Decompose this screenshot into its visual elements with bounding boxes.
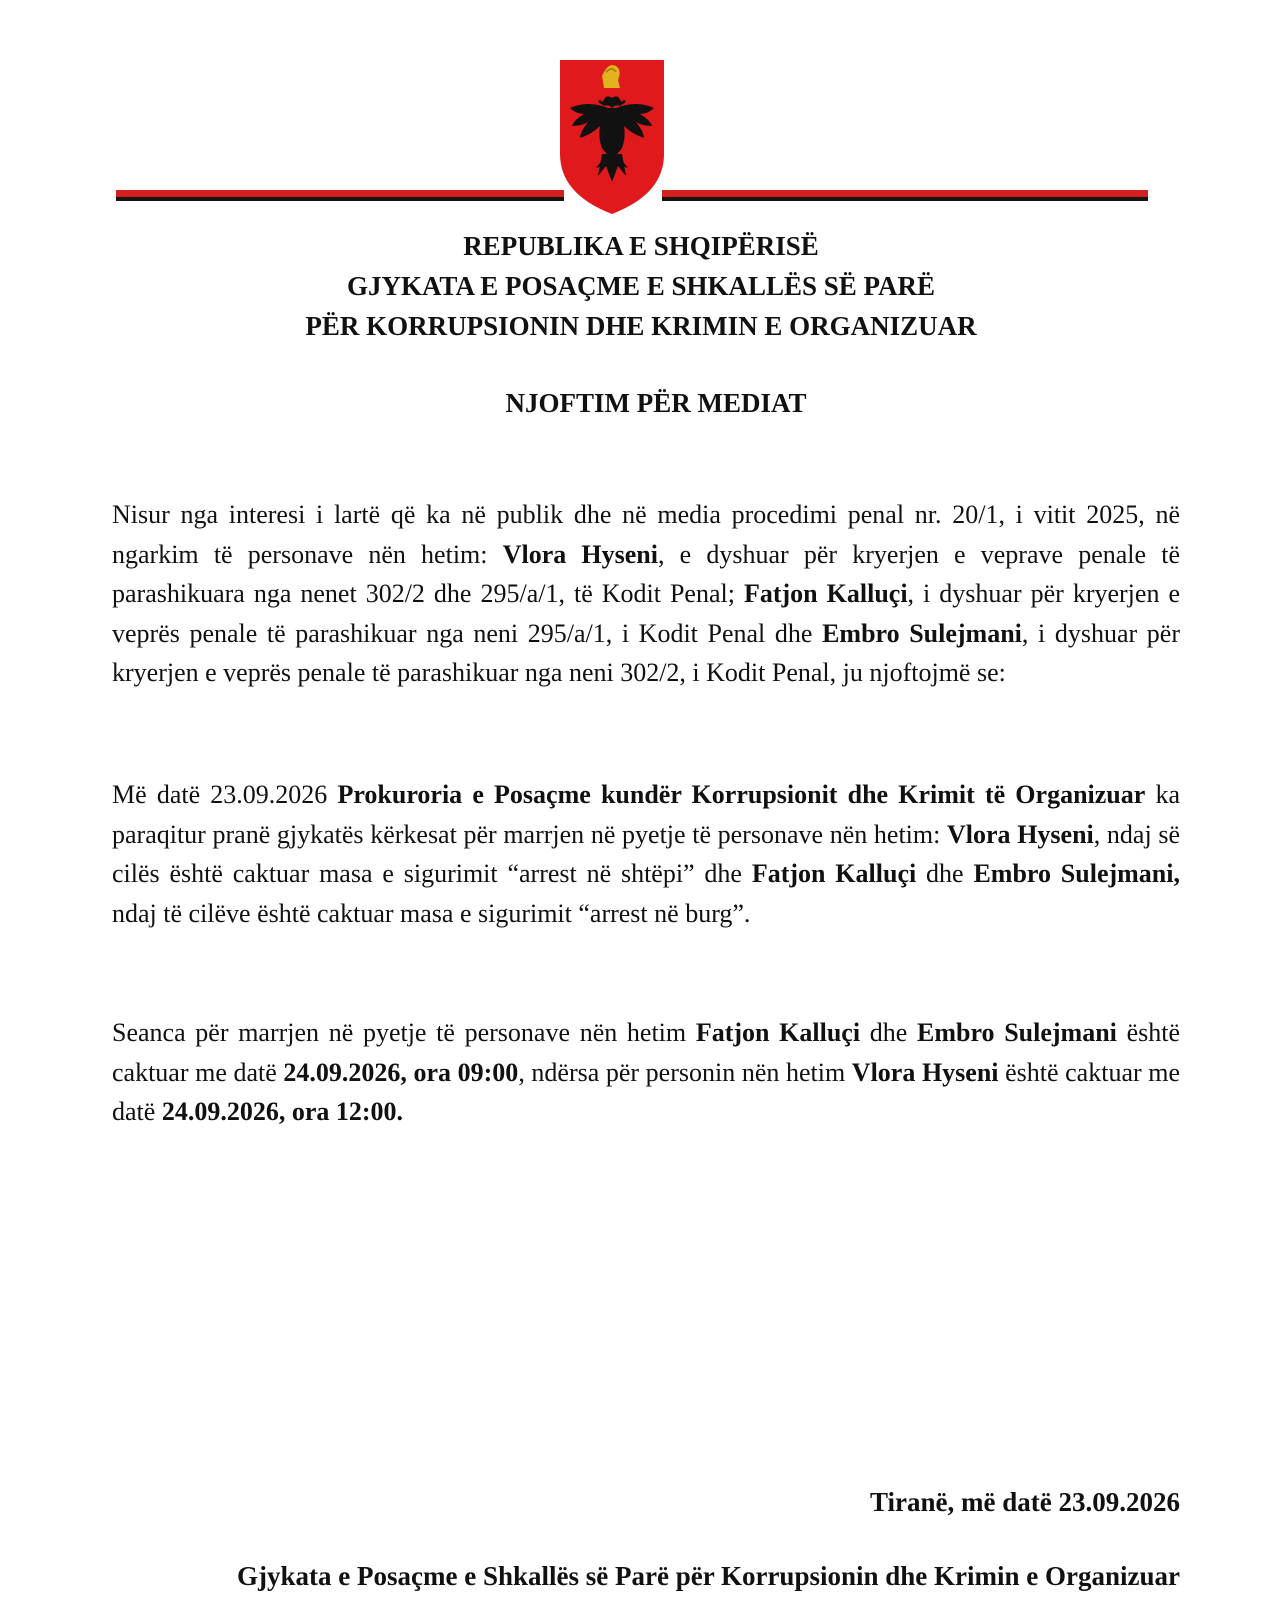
text-span: ka paraqitur pranë gjykatës kërkesat për marrjen në pyetje të personave nën hetim: — [112, 780, 1181, 849]
text-span: ndaj të cilëve është caktuar masa e sigurimit “arrest në burg”. — [112, 898, 751, 928]
bold-name: Vlora Hyseni — [947, 819, 1094, 849]
bold-institution: Prokuroria e Posaçme kundër Korrupsionit dhe Krimit të Organizuar — [337, 780, 1146, 809]
text-span: , i dyshuar për kryerjen e veprës penale të parashikuar nga neni 302/2, i Kodit Penal, ju njoftojmë se: — [112, 618, 1180, 687]
header-line-jurisdiction: PËR KORRUPSIONIN DHE KRIMIN E ORGANIZUAR — [305, 311, 977, 341]
bold-name: Fatjon Kalluçi — [743, 579, 908, 608]
bold-datetime: 24.09.2026, ora 12:00. — [161, 1097, 404, 1126]
bold-name: Embro Sulejmani — [822, 618, 1022, 648]
header-line-republic: REPUBLIKA E SHQIPËRISË — [463, 231, 819, 261]
header-rule-right — [662, 190, 1148, 202]
text-span: , ndërsa për personin nën hetim — [518, 1057, 852, 1087]
albanian-coat-of-arms-icon — [558, 58, 666, 215]
footer-signature: Gjykata e Posaçme e Shkallës së Parë për Korrupsionin dhe Krimin e Organizuar — [237, 1561, 1180, 1591]
bold-datetime: 24.09.2026, ora 09:00 — [283, 1057, 519, 1087]
bold-name: Fatjon Kalluçi — [751, 859, 917, 888]
paragraph-hearing — [112, 1013, 1180, 1132]
bold-name: Fatjon Kalluçi — [695, 1018, 861, 1047]
header-line-court: GJYKATA E POSAÇME E SHKALLËS SË PARË — [346, 271, 936, 301]
header-rule-left — [116, 190, 564, 202]
bold-name: Embro Sulejmani — [917, 1018, 1117, 1047]
notice-title: NJOFTIM PËR MEDIAT — [505, 388, 807, 418]
text-span: është caktuar me datë — [112, 1018, 1181, 1087]
text-span: , i dyshuar për kryerjen e veprës penale të parashikuar nga neni 295/a/1, i Kodit Penal dhe — [112, 579, 1180, 648]
bold-name: Embro Sulejmani, — [973, 859, 1180, 888]
paragraph-intro — [112, 495, 1180, 693]
court-header — [0, 226, 1282, 346]
paragraph-request — [112, 775, 1180, 933]
place-and-date: Tiranë, më datë 23.09.2026 — [870, 1487, 1180, 1517]
text-span: , e dyshuar për kryerjen e veprave penale të parashikuara nga nenet 302/2 dhe 295/a/1, të Kodit Penal; — [112, 539, 1181, 608]
text-span: , ndaj së cilës është caktuar masa e sigurimit “arrest në shtëpi” dhe — [112, 819, 1181, 888]
bold-name: Vlora Hyseni — [851, 1057, 999, 1087]
text-span: Më datë 23.09.2026 — [112, 780, 338, 809]
text-span: dhe — [916, 859, 974, 888]
text-span: Seanca për marrjen në pyetje të personave nën hetim — [112, 1018, 696, 1047]
bold-name: Vlora Hyseni — [502, 539, 658, 569]
text-span: Nisur nga interesi i lartë që ka në publik dhe në media procedimi penal nr. 20/1, i vitit 2025, në ngarkim të personave nën hetim: — [112, 500, 1180, 569]
text-span: dhe — [860, 1018, 917, 1047]
text-span: është caktuar me datë — [112, 1057, 1181, 1126]
